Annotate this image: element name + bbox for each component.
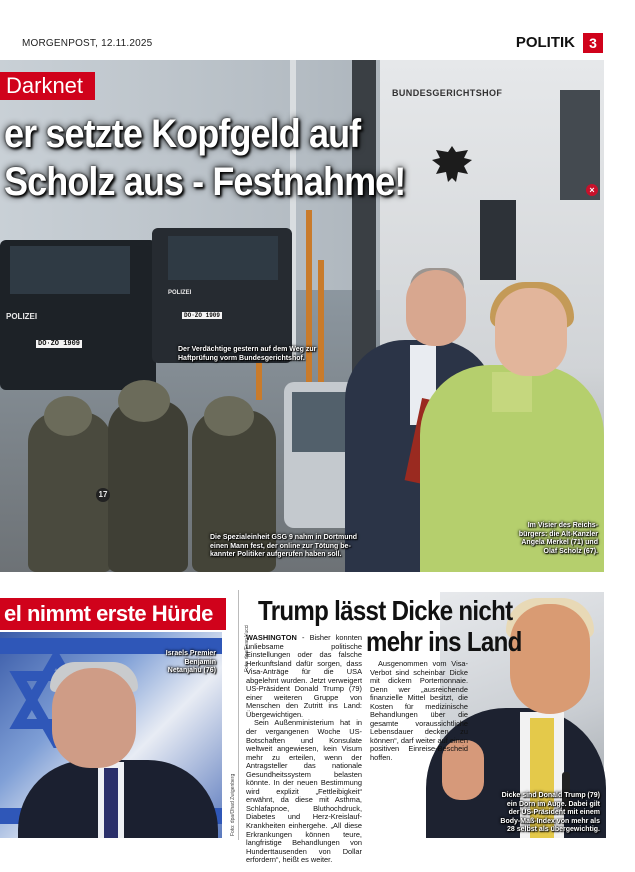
photo-credit: Foto: dpa/Evan Vucci bbox=[244, 624, 250, 672]
dateline: WASHINGTON bbox=[246, 633, 297, 642]
top-headline bbox=[4, 110, 405, 206]
caption-line: Der Verdächtige gestern auf dem Weg zur bbox=[178, 346, 317, 353]
caption-van bbox=[178, 346, 316, 363]
police-label: POLIZEI bbox=[6, 312, 38, 321]
merkel-portrait bbox=[495, 288, 567, 376]
caption-netanyahu bbox=[150, 650, 216, 676]
right-headline-line-2: mehr ins Land bbox=[366, 626, 522, 657]
officer-helmet bbox=[44, 396, 92, 436]
close-icon[interactable]: × bbox=[586, 184, 598, 196]
photo-credit: Foto: dpa/Ohad Zwigenberg bbox=[230, 773, 236, 836]
caption-line: Benjamin bbox=[184, 658, 216, 666]
van-windshield bbox=[168, 236, 278, 280]
headline-line-2: Scholz aus - Festnahme! bbox=[4, 160, 406, 204]
article-column-2 bbox=[370, 660, 468, 763]
caption-trump bbox=[496, 792, 600, 835]
caption-line: 28 selbst als übergewichtig. bbox=[507, 826, 600, 833]
scholz-portrait bbox=[406, 270, 466, 346]
officer-badge: 17 bbox=[96, 488, 110, 502]
caption-line: einen Mann fest, der online zur Tötung be- bbox=[210, 542, 351, 550]
caption-line: ein Dorn im Auge. Dabei gilt bbox=[506, 800, 600, 808]
article-column-1 bbox=[246, 634, 362, 865]
trump-portrait bbox=[510, 604, 590, 714]
license-plate: DO·ZO 1909 bbox=[184, 312, 221, 319]
story-kicker: Darknet bbox=[0, 72, 95, 100]
caption-line: Olaf Scholz (67). bbox=[543, 547, 598, 555]
headline-line-1: er setzte Kopfgeld auf bbox=[4, 112, 361, 156]
netanyahu-tie bbox=[104, 768, 118, 838]
federal-eagle-icon bbox=[428, 140, 476, 195]
van-windshield bbox=[10, 246, 130, 294]
caption-line: Die Spezialeinheit GSG 9 nahm in Dortmund bbox=[210, 534, 358, 541]
caption-line: kannter Politiker aufgerufen haben soll. bbox=[210, 551, 342, 558]
caption-line: bürgers: die Alt-Kanzler bbox=[518, 530, 598, 538]
caption-line: Israels Premier bbox=[165, 650, 216, 657]
police-label: POLIZEI bbox=[168, 290, 192, 296]
netanyahu-portrait bbox=[52, 668, 136, 768]
caption-line: Body-Maß-Index von mehr als bbox=[500, 817, 600, 825]
section-label: POLITIK bbox=[515, 34, 575, 51]
article-paragraph: Sein Außenministerium hat in der vergangenen Woche US-Botschaften und Konsulate weltweit angewiesen, kein Visum mehr zu erteilen, wenn der Antragsteller das nationale Gesundheitssystem belasten könnte. In der neuen Bestimmung wird explizit „Fettleibigkeit“ erwähnt, da diese mit Asthma, Schlafapnoe, Bluthochdruck, Diabetes und Herz-Kreislauf-Krankheiten einhergehe. „All diese Erkrankungen können teure, langfristige Behandlungen von Hunderttausenden von Dollar erfordern“, heißt es weiter. bbox=[246, 718, 362, 865]
caption-line: der US-Präsident mit einem bbox=[508, 809, 600, 816]
caption-line: Angela Merkel (71) und bbox=[521, 539, 598, 546]
caption-merkel-scholz bbox=[508, 522, 598, 556]
left-headline: el nimmt erste Hürde bbox=[0, 598, 226, 630]
article-paragraph: Ausgenommen vom Visa-Verbot sind scheinbar Dicke mit dickem Portemonnaie. Denn wer „ausreichende finanzielle Mittel besitzt, die Kosten für medizinische Behandlungen über die gesamte voraussichtliche Lebensdauer decken zu können“, darf weiter auf einen positiven Einreise-Bescheid hoffen. bbox=[370, 659, 468, 763]
building-window bbox=[480, 200, 516, 280]
paragraph-text: - Bisher konnten unliebsame politische Einstellungen oder das falsche Herkunftsland dafür sorgen, dass Visa-Anträge für die USA abgelehnt wurden. Jetzt verweigert US-Präsident Donald Trump (79) einer weiteren Gruppe von Menschen den Zutritt ins Land: Übergewichtigen. bbox=[246, 633, 362, 719]
merkel-top bbox=[492, 372, 532, 412]
building-sign: BUNDESGERICHTSHOF bbox=[392, 88, 503, 98]
license-plate: DO·ZO 1909 bbox=[38, 340, 81, 348]
article-paragraph bbox=[246, 634, 362, 719]
caption-line: Netanjahu (76) bbox=[167, 667, 216, 674]
masthead: MORGENPOST, 12.11.2025 bbox=[22, 38, 153, 49]
caption-line: Dicke sind Donald Trump (79) bbox=[501, 792, 600, 799]
page-number: 3 bbox=[583, 33, 603, 53]
officer-helmet bbox=[204, 396, 254, 436]
caption-line: Haftprüfung vorm Bundesgerichtshof. bbox=[178, 354, 305, 362]
officer-helmet bbox=[118, 380, 170, 422]
right-headline-line-1: Trump lässt Dicke nicht bbox=[258, 595, 513, 626]
caption-line: Im Visier des Reichs- bbox=[527, 522, 598, 529]
caption-gsg9 bbox=[210, 534, 357, 560]
officer bbox=[108, 400, 188, 572]
column-divider bbox=[238, 590, 239, 840]
